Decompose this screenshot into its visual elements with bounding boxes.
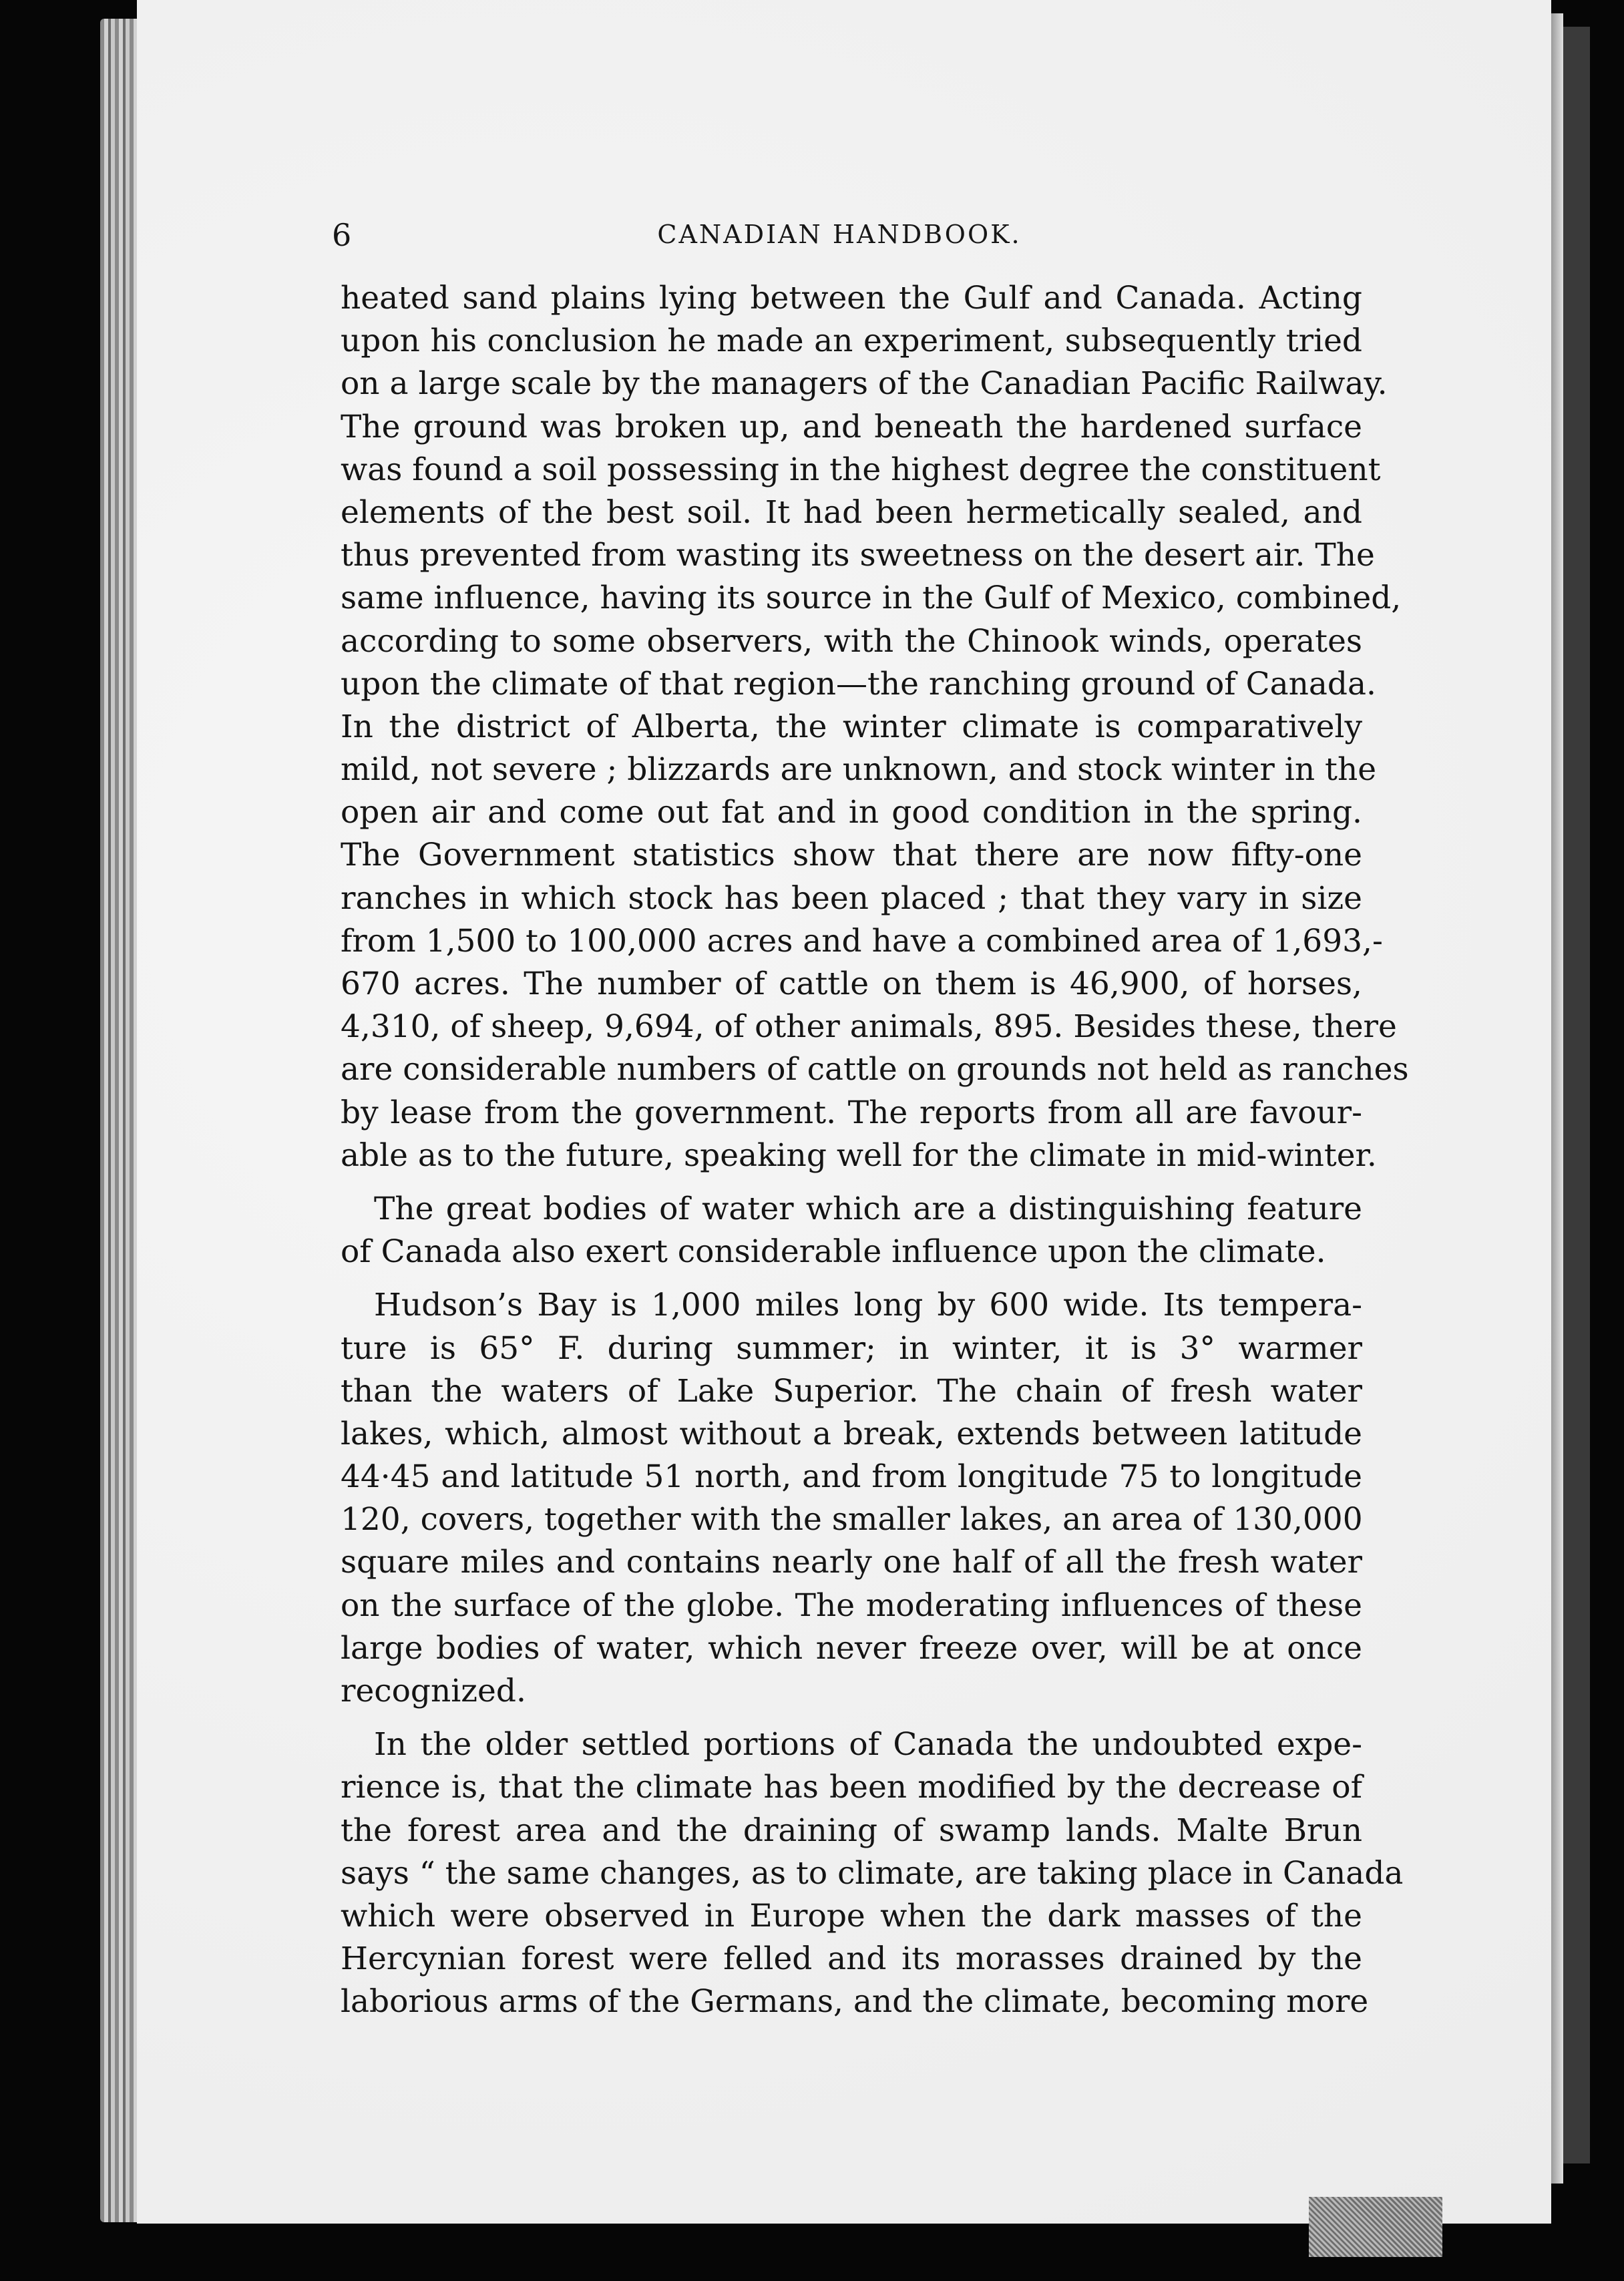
binding-cloth — [1309, 2197, 1442, 2257]
paragraph-gap — [341, 1177, 1362, 1188]
text-line: according to some observers, with the Chinook winds, operates — [341, 622, 1362, 660]
text-line: upon his conclusion he made an experiment, subsequently tried — [341, 323, 1362, 360]
paragraph — [341, 277, 1409, 1177]
text-line: says “ the same changes, as to climate, are taking place in Canada — [341, 1854, 1404, 1892]
text-line: on a large scale by the managers of the Canadian Pacific Railway. — [341, 365, 1388, 403]
text-line: 44·45 and latitude 51 north, and from longitude 75 to longitude — [341, 1458, 1362, 1496]
text-line: In the district of Alberta, the winter climate is comparatively — [341, 708, 1362, 745]
text-line: The great bodies of water which are a distinguishing feature — [374, 1190, 1362, 1227]
text-line: heated sand plains lying between the Gulf and Canada. Acting — [341, 280, 1362, 317]
text-line: large bodies of water, which never freeze over, will be at once — [341, 1629, 1362, 1667]
text-line: same influence, having its source in the Gulf of Mexico, combined, — [341, 580, 1402, 617]
body-text — [341, 277, 1409, 2024]
text-line: In the older settled portions of Canada the undoubted expe- — [374, 1726, 1362, 1764]
text-line: Hudson’s Bay is 1,000 miles long by 600 wide. Its tempera- — [374, 1287, 1362, 1324]
text-line: 120, covers, together with the smaller lakes, an area of 130,000 — [341, 1501, 1363, 1538]
text-line: 4,310, of sheep, 9,694, of other animals, 895. Besides these, there — [341, 1008, 1397, 1046]
text-line: rience is, that the climate has been modified by the decrease of — [341, 1769, 1362, 1806]
text-line: recognized. — [341, 1673, 526, 1709]
text-line: Hercynian forest were felled and its morasses drained by the — [341, 1940, 1362, 1978]
paragraph — [341, 1188, 1362, 1273]
text-line: open air and come out fat and in good condition in the spring. — [341, 794, 1362, 831]
book-cover-edge — [1563, 27, 1590, 2163]
text-line: mild, not severe ; blizzards are unknown, and stock winter in the — [341, 751, 1377, 789]
text-line: of Canada also exert considerable influence upon the climate. — [341, 1233, 1326, 1271]
text-line: are considerable numbers of cattle on grounds not held as ranches — [341, 1051, 1409, 1088]
paragraph-gap — [341, 1273, 1362, 1284]
text-line: than the waters of Lake Superior. The chain of fresh water — [341, 1372, 1362, 1410]
text-line: square miles and contains nearly one half of all the fresh water — [341, 1544, 1362, 1581]
text-line: was found a soil possessing in the highest degree the constituent — [341, 451, 1381, 488]
paragraph-gap — [341, 1713, 1362, 1723]
page-header — [332, 217, 1347, 257]
running-title: CANADIAN HANDBOOK. — [657, 220, 1022, 249]
text-line: ranches in which stock has been placed ; that they vary in size — [341, 879, 1362, 917]
text-line: 670 acres. The number of cattle on them is 46,900, of horses, — [341, 966, 1362, 1002]
text-line: thus prevented from wasting its sweetness on the desert air. The — [341, 537, 1375, 574]
text-line: by lease from the government. The reports from all are favour- — [341, 1094, 1362, 1131]
text-line: ture is 65° F. during summer; in winter, it is 3° warmer — [341, 1329, 1362, 1367]
text-line: upon the climate of that region—the ranching ground of Canada. — [341, 665, 1376, 702]
text-line: the forest area and the draining of swamp lands. Malte Brun — [341, 1812, 1362, 1849]
text-line: elements of the best soil. It had been hermetically sealed, and — [341, 493, 1362, 531]
text-line: lakes, which, almost without a break, extends between latitude — [341, 1415, 1362, 1452]
text-line: which were observed in Europe when the dark masses of the — [341, 1897, 1362, 1934]
paragraph — [341, 1284, 1362, 1713]
text-line: on the surface of the globe. The moderating influences of these — [341, 1587, 1362, 1624]
text-line: The Government statistics show that there are now fifty-one — [341, 837, 1362, 874]
text-line: The ground was broken up, and beneath the hardened surface — [341, 408, 1362, 445]
page-edge — [1551, 13, 1563, 2184]
page-number: 6 — [332, 217, 354, 253]
paragraph — [341, 1723, 1404, 2023]
text-line: from 1,500 to 100,000 acres and have a combined area of 1,693,- — [341, 922, 1383, 960]
text-line: able as to the future, speaking well for the climate in mid-winter. — [341, 1136, 1377, 1174]
text-line: laborious arms of the Germans, and the climate, becoming more — [341, 1983, 1369, 2021]
